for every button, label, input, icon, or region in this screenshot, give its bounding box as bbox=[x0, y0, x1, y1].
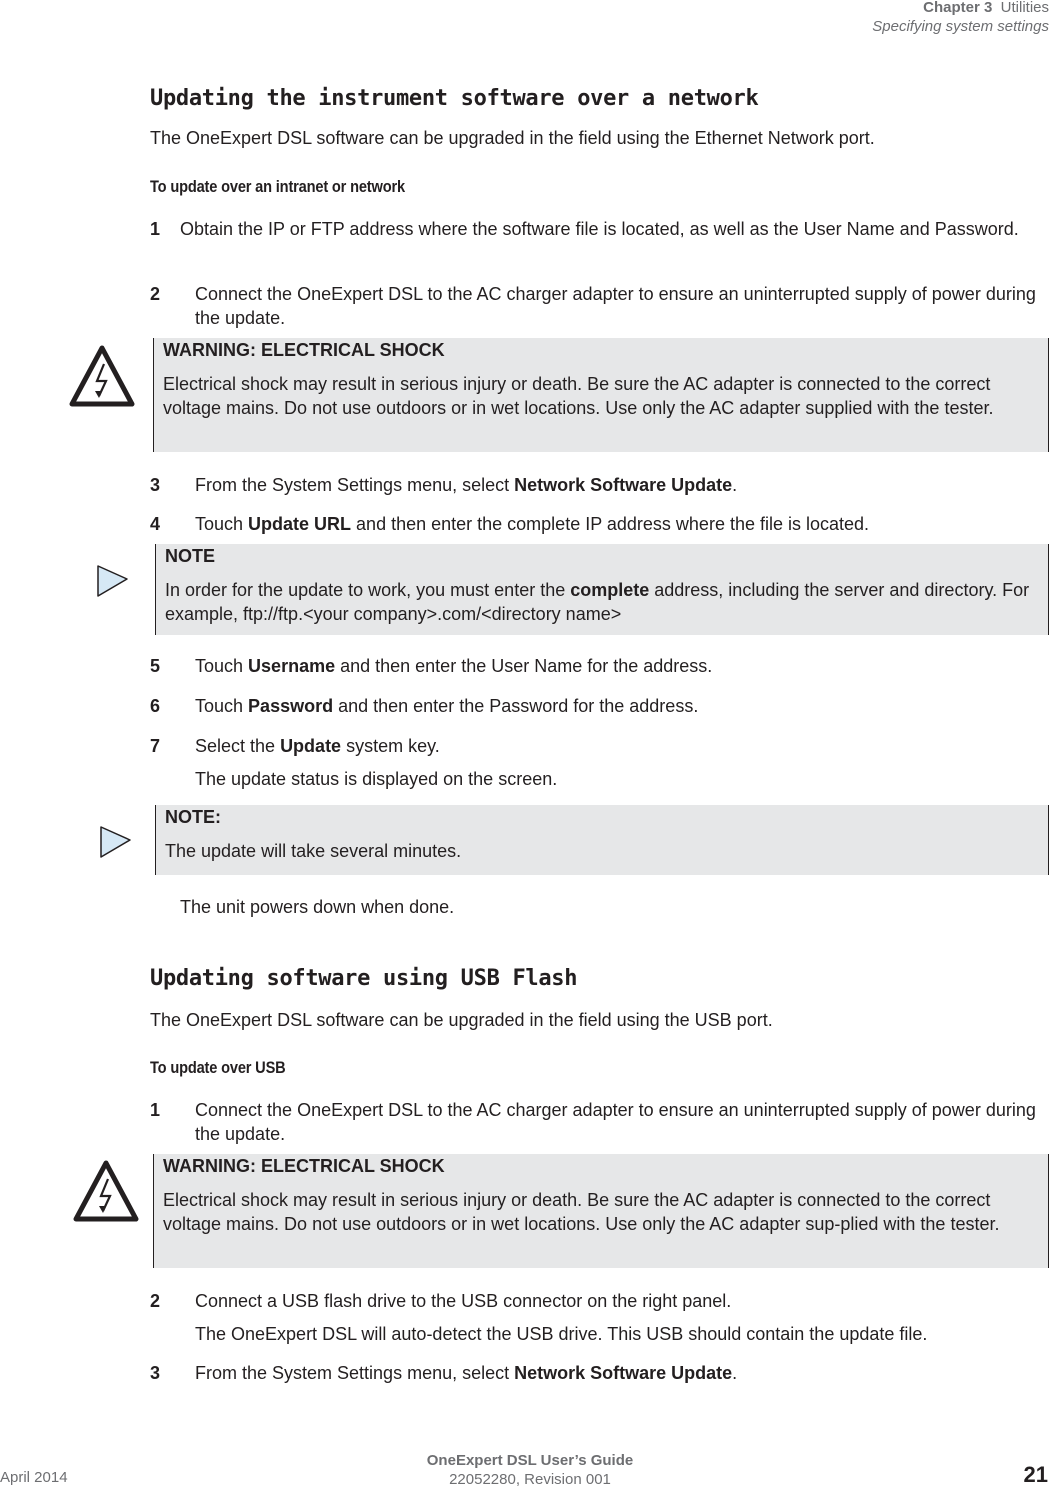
note-text: The update will take several minutes. bbox=[165, 841, 462, 861]
step-5-username bbox=[150, 654, 1045, 678]
footer-guide-title: OneExpert DSL User’s Guide bbox=[426, 1452, 634, 1469]
key-name: Username bbox=[248, 656, 336, 676]
step-text: Touch bbox=[195, 514, 249, 534]
step-text: Connect the OneExpert DSL to the AC charger adapter to ensure an uninterrupted supply of power during the update. bbox=[195, 1100, 1036, 1144]
key-name: Password bbox=[248, 696, 334, 716]
step-text: From the System Settings menu, select bbox=[195, 1363, 515, 1383]
step-text: Touch bbox=[195, 656, 249, 676]
warning-box-electrical-shock bbox=[153, 338, 1049, 452]
step-number: 6 bbox=[150, 696, 161, 716]
electrical-shock-warning-icon bbox=[68, 344, 136, 408]
procedure-title-network: To update over an intranet or network bbox=[150, 177, 405, 196]
step-text: Obtain the IP or FTP address where the software file is located, as well as the User Name and Password. bbox=[180, 219, 1019, 239]
step-text-end: . bbox=[732, 475, 738, 495]
step-2-connect-usb-drive bbox=[150, 1289, 1045, 1346]
step-3-select-network-update-usb bbox=[150, 1361, 1045, 1385]
step-2-connect-charger bbox=[150, 282, 1045, 330]
step-number: 1 bbox=[150, 219, 161, 239]
step-result: The update status is displayed on the screen. bbox=[195, 769, 558, 789]
note-title: NOTE bbox=[165, 546, 216, 566]
step-result: The OneExpert DSL will auto-detect the USB drive. This USB should contain the update file. bbox=[195, 1324, 928, 1344]
step-text: Select the bbox=[195, 736, 281, 756]
step-text: Connect the OneExpert DSL to the AC charger adapter to ensure an uninterrupted supply of power during the update. bbox=[195, 284, 1036, 328]
warning-title: WARNING: ELECTRICAL SHOCK bbox=[163, 1156, 445, 1176]
step-number: 3 bbox=[150, 1363, 161, 1383]
section-intro-usb: The OneExpert DSL software can be upgraded in the field using the USB port. bbox=[150, 1010, 773, 1030]
step-number: 3 bbox=[150, 475, 161, 495]
electrical-shock-warning-icon bbox=[72, 1159, 140, 1223]
note-title: NOTE: bbox=[165, 807, 221, 827]
step-6-password bbox=[150, 694, 1045, 718]
chapter-label: Chapter 3 bbox=[923, 0, 993, 16]
step-7-update-key bbox=[150, 734, 1045, 791]
step-1-obtain-address bbox=[150, 217, 1045, 241]
section-name: Specifying system settings bbox=[872, 18, 1049, 35]
section-heading-usb: Updating software using USB Flash bbox=[150, 966, 578, 991]
step-3-select-network-update bbox=[150, 473, 1045, 497]
procedure-title-usb: To update over USB bbox=[150, 1058, 286, 1077]
note-arrow-icon bbox=[93, 560, 133, 600]
step-text-end: system key. bbox=[341, 736, 440, 756]
step-text: Touch bbox=[195, 696, 249, 716]
chapter-name: Utilities bbox=[1000, 0, 1049, 16]
section-heading-network: Updating the instrument software over a network bbox=[150, 86, 759, 111]
step-text: Connect a USB flash drive to the USB connector on the right panel. bbox=[195, 1291, 732, 1311]
section-intro-network: The OneExpert DSL software can be upgraded in the field using the Ethernet Network port. bbox=[150, 128, 875, 148]
key-name: Update URL bbox=[248, 514, 352, 534]
step-1-connect-charger-usb bbox=[150, 1098, 1045, 1146]
step-number: 5 bbox=[150, 656, 161, 676]
step-text-end: and then enter the complete IP address where the file is located. bbox=[351, 514, 870, 534]
note-box-complete-address bbox=[155, 544, 1049, 635]
step-text-end: . bbox=[732, 1363, 738, 1383]
step-number: 1 bbox=[150, 1100, 161, 1120]
step-number: 2 bbox=[150, 1291, 161, 1311]
menu-item-name: Network Software Update bbox=[514, 1363, 733, 1383]
warning-text: Electrical shock may result in serious injury or death. Be sure the AC adapter is connected to the correct voltage mains. Do not use outdoors or in wet locations. Use only the AC adapter supplied with the tester. bbox=[163, 374, 994, 418]
warning-text: Electrical shock may result in serious injury or death. Be sure the AC adapter is connected to the correct voltage mains. Do not use outdoors or in wet locations. Use only the AC adapter sup-plied with the tester. bbox=[163, 1190, 1000, 1234]
note-emphasis: complete bbox=[570, 580, 650, 600]
note-box-several-minutes bbox=[155, 805, 1049, 875]
menu-item-name: Network Software Update bbox=[514, 475, 733, 495]
closing-text: The unit powers down when done. bbox=[180, 897, 455, 917]
step-number: 7 bbox=[150, 736, 161, 756]
step-text-end: and then enter the Password for the address. bbox=[333, 696, 699, 716]
warning-title: WARNING: ELECTRICAL SHOCK bbox=[163, 340, 445, 360]
running-header bbox=[872, 0, 1049, 36]
page-number: 21 bbox=[1023, 1462, 1048, 1487]
footer-date: April 2014 bbox=[0, 1469, 68, 1486]
note-text-end: address, including the server and directory. For example, ftp://ftp.<your company>.com/<directory name> bbox=[165, 580, 1030, 624]
step-number: 4 bbox=[150, 514, 161, 534]
note-arrow-icon bbox=[96, 821, 136, 861]
step-number: 2 bbox=[150, 284, 161, 304]
key-name: Update bbox=[280, 736, 342, 756]
note-text-start: In order for the update to work, you must enter the bbox=[165, 580, 571, 600]
step-text-end: and then enter the User Name for the address. bbox=[335, 656, 713, 676]
step-4-update-url bbox=[150, 512, 1045, 536]
footer-guide bbox=[330, 1451, 730, 1489]
warning-box-electrical-shock-usb bbox=[153, 1154, 1049, 1268]
note-text bbox=[165, 578, 1038, 626]
footer-doc-number: 22052280, Revision 001 bbox=[449, 1471, 611, 1488]
step-text: From the System Settings menu, select bbox=[195, 475, 515, 495]
